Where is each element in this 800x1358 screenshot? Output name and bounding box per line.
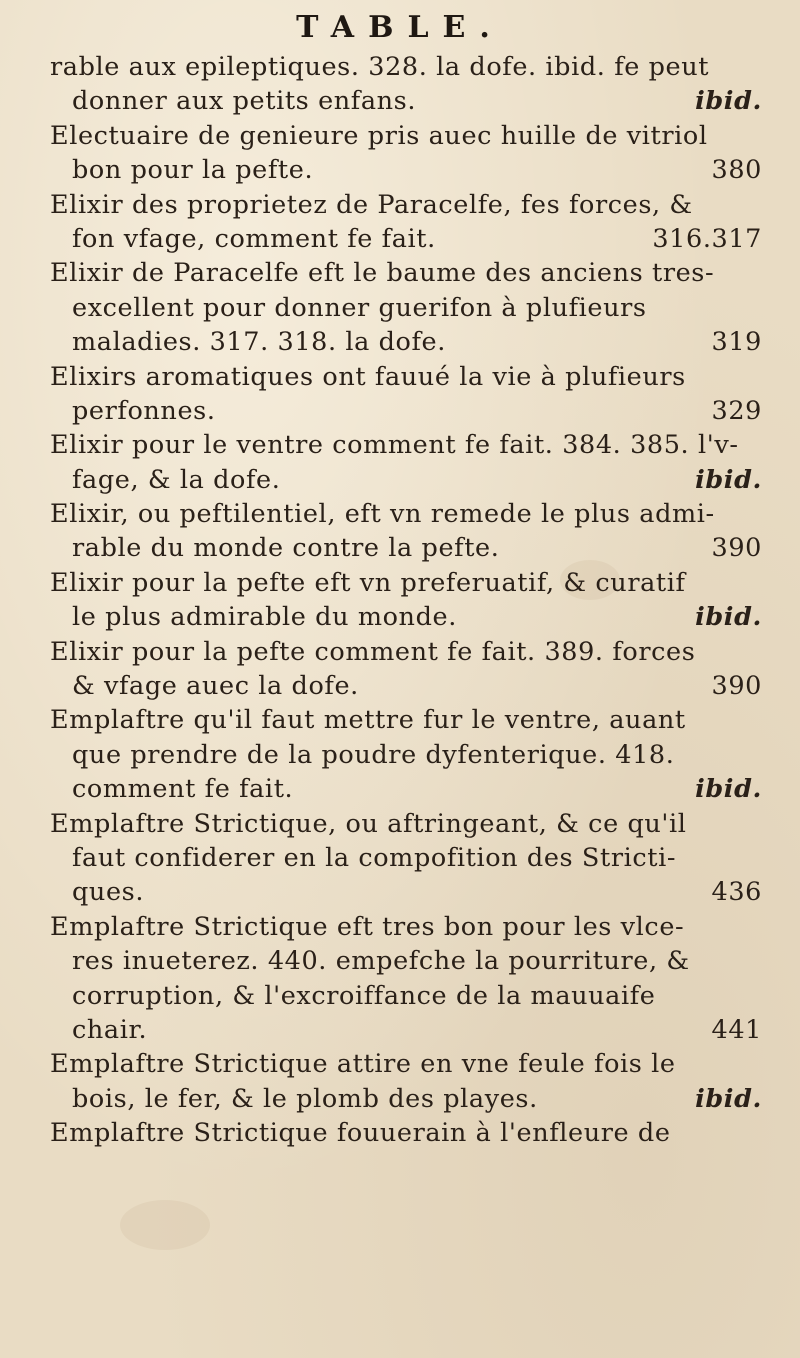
entry-heading-line [50,635,770,669]
entry-text: Emplaftre Strictique fouuerain à l'enfleure de [50,1118,671,1149]
entry-text: Elixir, ou peftilentiel, eft vn remede le plus admi- [50,499,715,530]
entry-text: chair. [72,1014,148,1045]
entry-text: bon pour la pefte. [72,155,314,186]
entry-heading-line [50,703,770,737]
entry-text: fon vfage, comment fe fait. [72,223,436,254]
page-reference: 329 [711,395,762,426]
entry-heading-line [50,256,770,290]
entry-continuation-line [50,600,770,634]
index-entries [50,50,770,1151]
paper-stain [120,1200,210,1250]
entry-heading-line [50,566,770,600]
index-entry [50,50,770,119]
index-entry [50,360,770,429]
page-reference: ibid. [695,774,762,805]
index-entry [50,807,770,910]
entry-continuation-line [50,979,770,1013]
entry-heading-line [50,1047,770,1081]
index-entry [50,1047,770,1116]
page-reference: ibid. [695,602,762,633]
entry-continuation-line [50,394,770,428]
entry-continuation-line [50,222,770,256]
entry-text: Elixir de Paracelfe eft le baume des anciens tres- [50,258,715,289]
entry-text: Electuaire de genieure pris auec huille de vitriol [50,120,708,151]
page-reference: 316.317 [652,223,762,254]
entry-continuation-line [50,531,770,565]
index-entry [50,256,770,359]
entry-text: Emplaftre qu'il faut mettre fur le ventre, auant [50,705,686,736]
entry-heading-line [50,360,770,394]
entry-continuation-line [50,841,770,875]
page-reference: 319 [711,327,762,358]
entry-text: comment fe fait. [72,774,294,805]
entry-text: le plus admirable du monde. [72,602,457,633]
entry-text: bois, le fer, & le plomb des playes. [72,1083,538,1114]
entry-text: Elixir pour la pefte eft vn preferuatif, & curatif [50,567,686,598]
entry-continuation-line [50,153,770,187]
entry-heading-line [50,807,770,841]
entry-text: excellent pour donner guerifon à plufieurs [72,292,647,323]
entry-continuation-line [50,944,770,978]
entry-text: Elixir pour le ventre comment fe fait. 384. 385. l'v- [50,430,739,461]
entry-text: perfonnes. [72,395,216,426]
entry-text: Emplaftre Strictique attire en vne feule fois le [50,1049,676,1080]
entry-continuation-line [50,738,770,772]
entry-continuation-line [50,772,770,806]
entry-text: & vfage auec la dofe. [72,671,359,702]
index-entry [50,119,770,188]
entry-continuation-line [50,1013,770,1047]
entry-text: Emplaftre Strictique eft tres bon pour les vlce- [50,911,685,942]
entry-continuation-line [50,669,770,703]
entry-continuation-line [50,1082,770,1116]
entry-text: fage, & la dofe. [72,464,281,495]
entry-text: res inueterez. 440. empefche la pourriture, & [72,946,690,977]
entry-text: rable du monde contre la pefte. [72,533,500,564]
entry-text: faut confiderer en la compofition des Stricti- [72,842,677,873]
entry-text: rable aux epileptiques. 328. la dofe. ibid. fe peut [50,52,710,82]
entry-heading-line [50,497,770,531]
entry-text: Elixirs aromatiques ont fauué la vie à plufieurs [50,361,686,392]
entry-heading-line [50,119,770,153]
index-entry [50,566,770,635]
entry-continuation-line [50,291,770,325]
entry-continuation-line [50,463,770,497]
entry-continuation-line [50,325,770,359]
index-entry [50,497,770,566]
entry-text: Emplaftre Strictique, ou aftringeant, & ce qu'il [50,808,687,839]
page-reference: ibid. [695,86,762,117]
entry-heading-line [50,188,770,222]
index-entry [50,703,770,806]
entry-heading-line [50,910,770,944]
entry-heading-line [50,50,770,84]
index-entry [50,428,770,497]
entry-continuation-line [50,84,770,118]
page-reference: ibid. [695,464,762,495]
page-reference: ibid. [695,1083,762,1114]
page-reference: 441 [711,1014,762,1045]
page-reference: 390 [711,533,762,564]
page-reference: 390 [711,671,762,702]
entry-text: ques. [72,877,145,908]
entry-heading-line [50,1116,770,1150]
page-reference: 436 [711,877,762,908]
index-entry [50,910,770,1048]
entry-text: donner aux petits enfans. [72,86,417,117]
index-entry [50,635,770,704]
entry-text: Elixir des proprietez de Paracelfe, fes forces, & [50,189,693,220]
running-head: TABLE. [296,10,504,45]
entry-text: maladies. 317. 318. la dofe. [72,327,446,358]
entry-heading-line [50,428,770,462]
entry-text: corruption, & l'excroiffance de la mauuaife [72,980,656,1011]
entry-text: Elixir pour la pefte comment fe fait. 389. forces [50,636,696,667]
page-reference: 380 [711,155,762,186]
entry-text: que prendre de la poudre dyfenterique. 418. [72,739,675,770]
entry-continuation-line [50,875,770,909]
index-entry [50,1116,770,1150]
index-entry [50,188,770,257]
